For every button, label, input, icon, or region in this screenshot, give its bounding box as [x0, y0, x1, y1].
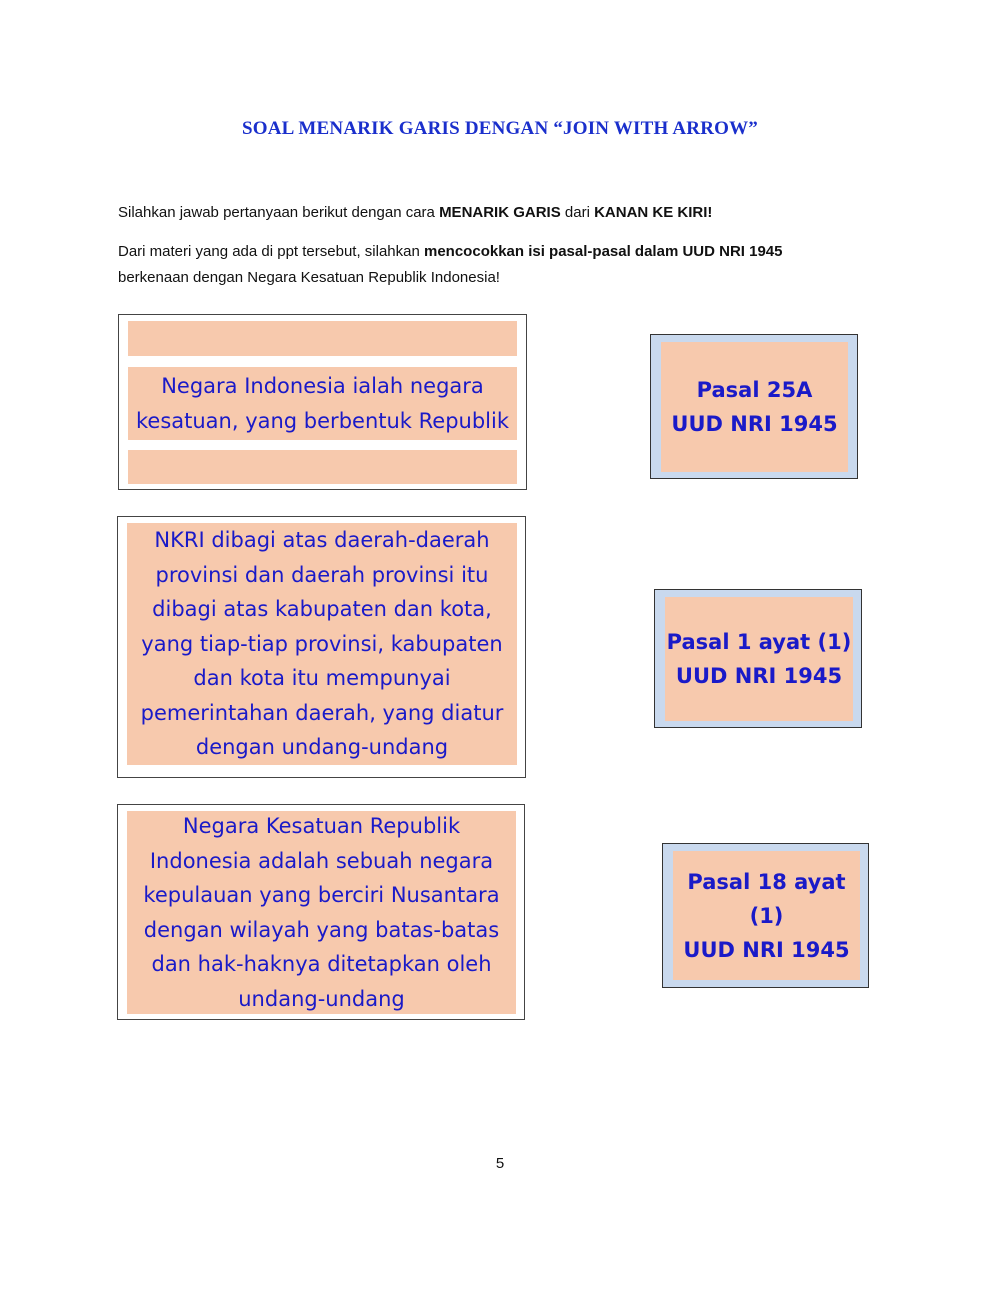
- question-card-2[interactable]: [117, 516, 526, 778]
- instruction-part1: Silahkan jawab pertanyaan berikut dengan cara: [118, 204, 440, 221]
- question-text-2[interactable]: NKRI dibagi atas daerah-daerah provinsi dan daerah provinsi itu dibagi atas kabupaten dan kota, yang tiap-tiap provinsi, kabupaten dan kota itu mempunyai pemerintahan daerah, yang diatur dengan undang-undang: [127, 523, 517, 765]
- instruction-text: [118, 200, 918, 226]
- answer-label-3[interactable]: [673, 851, 860, 980]
- answer-label-2[interactable]: [665, 597, 853, 721]
- answer-slot-bottom[interactable]: [128, 450, 517, 484]
- answer-2-article: Pasal 1 ayat (1): [666, 630, 852, 654]
- instruction-bold-direction: KANAN KE KIRI!: [594, 204, 713, 221]
- page-title: SOAL MENARIK GARIS DENGAN “JOIN WITH ARROW”: [241, 118, 759, 139]
- context-text: [118, 239, 918, 291]
- context-part2: berkenaan dengan Negara Kesatuan Republik Indonesia!: [118, 269, 500, 286]
- instruction-part2: dari: [560, 204, 595, 221]
- question-card-1[interactable]: [118, 314, 527, 490]
- answer-1-law: UUD NRI 1945: [671, 412, 838, 436]
- answer-1-article: Pasal 25A: [696, 378, 813, 402]
- answer-card-1[interactable]: [650, 334, 858, 479]
- answer-2-law: UUD NRI 1945: [675, 664, 843, 688]
- answer-3-article: Pasal 18 ayat (1): [687, 869, 846, 928]
- page-number: 5: [495, 1155, 505, 1172]
- answer-3-law: UUD NRI 1945: [683, 937, 850, 962]
- answer-card-2[interactable]: [654, 589, 862, 728]
- question-text-1[interactable]: Negara Indonesia ialah negara kesatuan, yang berbentuk Republik: [128, 367, 517, 440]
- question-text-3[interactable]: Negara Kesatuan Republik Indonesia adalah sebuah negara kepulauan yang berciri Nusantara dengan wilayah yang batas-batas dan hak-haknya ditetapkan oleh undang-undang: [127, 811, 516, 1014]
- context-bold-match: mencocokkan isi pasal-pasal dalam UUD NRI 1945: [424, 243, 783, 260]
- answer-slot-top[interactable]: [128, 321, 517, 356]
- answer-label-1[interactable]: [661, 342, 848, 472]
- answer-card-3[interactable]: [662, 843, 869, 988]
- context-part1: Dari materi yang ada di ppt tersebut, silahkan: [118, 243, 424, 260]
- question-card-3[interactable]: [117, 804, 525, 1020]
- instruction-bold-draw-line: MENARIK GARIS: [439, 204, 561, 221]
